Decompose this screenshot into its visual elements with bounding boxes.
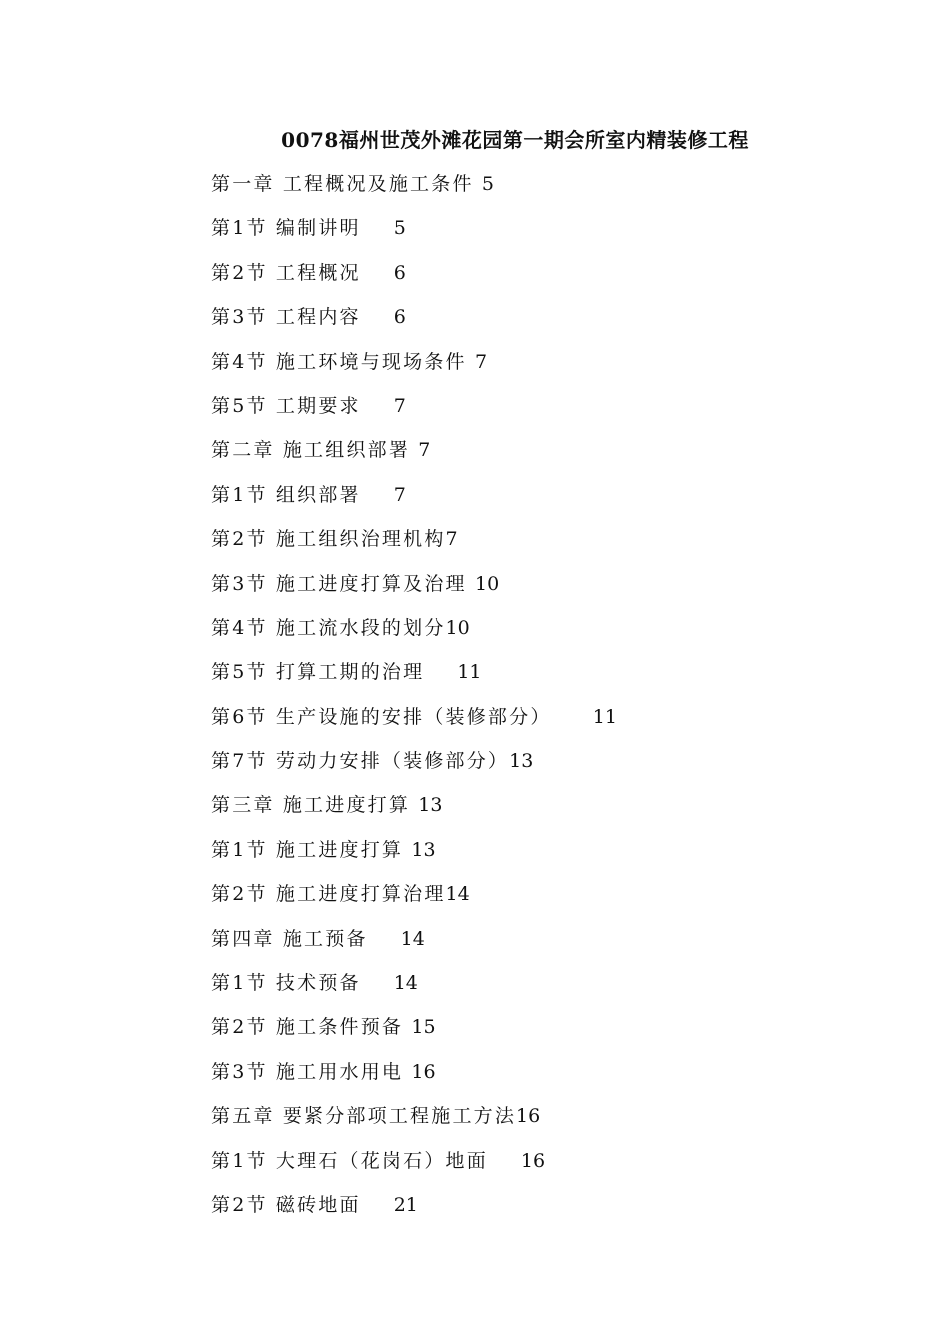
toc-entry-label: 第5节 工期要求 [211, 394, 361, 417]
toc-entry-label: 第五章 要紧分部项工程施工方法 [211, 1105, 517, 1128]
toc-entry-page-number: 6 [393, 261, 406, 284]
toc-entry[interactable] [211, 699, 811, 743]
toc-entry-label: 第1节 编制讲明 [211, 217, 361, 240]
toc-entry-label: 第1节 大理石（花岗石）地面 [211, 1149, 488, 1172]
toc-entry-label: 第四章 施工预备 [211, 927, 368, 950]
toc-entry-page-number: 13 [418, 794, 443, 817]
toc-entry-page-number: 16 [520, 1149, 546, 1172]
toc-entry-page-number: 16 [411, 1060, 436, 1083]
toc-entry-label: 第4节 施工流水段的划分 [211, 616, 446, 639]
toc-entry-label: 第1节 施工进度打算 [211, 838, 404, 861]
toc-entry-leader [361, 395, 394, 417]
toc-entry[interactable] [211, 344, 811, 388]
toc-entry-leader [488, 1150, 521, 1172]
toc-entry-page-number: 11 [592, 705, 617, 728]
toc-entry-page-number: 7 [418, 439, 431, 462]
toc-entry-page-number: 14 [445, 883, 470, 906]
toc-entry-page-number: 10 [445, 616, 470, 639]
toc-entry-page-number: 5 [393, 217, 406, 240]
toc-entry-label: 第2节 施工条件预备 [211, 1016, 404, 1039]
toc-entry-label: 第一章 工程概况及施工条件 [211, 173, 474, 195]
toc-entry[interactable] [211, 299, 811, 343]
toc-entry[interactable] [211, 477, 811, 521]
toc-entry-page-number: 16 [516, 1105, 541, 1128]
toc-entry-leader [361, 262, 394, 284]
toc-entry-page-number: 14 [393, 972, 418, 995]
toc-entry-page-number: 5 [481, 173, 494, 195]
toc-entry-page-number: 7 [445, 528, 458, 551]
toc-entry[interactable] [211, 388, 811, 432]
toc-entry-label: 第7节 劳动力安排（装修部分） [211, 750, 510, 773]
toc-entry[interactable] [211, 1187, 811, 1231]
toc-entry-label: 第三章 施工进度打算 [211, 794, 411, 817]
toc-entry-leader [368, 928, 401, 950]
toc-entry-label: 第3节 施工进度打算及治理 [211, 572, 467, 595]
toc-entry[interactable] [211, 1009, 811, 1053]
toc-entry-label: 第二章 施工组织部署 [211, 439, 411, 462]
toc-entry-leader [361, 1194, 394, 1216]
toc-entry-page-number: 14 [400, 927, 425, 950]
toc-entry[interactable] [211, 832, 811, 876]
toc-entry-label: 第5节 打算工期的治理 [211, 661, 425, 684]
toc-entry[interactable] [211, 1054, 811, 1098]
table-of-contents [211, 166, 811, 1231]
toc-entry[interactable] [211, 210, 811, 254]
toc-entry[interactable] [211, 1098, 811, 1142]
toc-entry-label: 第1节 技术预备 [211, 972, 361, 995]
toc-entry-label: 第3节 施工用水用电 [211, 1060, 404, 1083]
toc-entry[interactable] [211, 965, 811, 1009]
toc-entry-label: 第4节 施工环境与现场条件 [211, 350, 467, 373]
toc-entry-label: 第6节 生产设施的安排（装修部分） [211, 705, 552, 728]
toc-entry-label: 第2节 工程概况 [211, 261, 361, 284]
toc-entry[interactable] [211, 432, 811, 476]
toc-entry-page-number: 13 [509, 750, 534, 773]
toc-entry-page-number: 11 [457, 661, 482, 684]
toc-entry[interactable] [211, 255, 811, 299]
toc-entry-leader [467, 573, 475, 595]
toc-entry-leader [361, 972, 394, 994]
toc-entry-leader [474, 173, 482, 195]
toc-entry-page-number: 10 [474, 572, 500, 595]
toc-entry[interactable] [211, 521, 811, 565]
toc-entry-page-number: 13 [411, 838, 436, 861]
toc-entry-page-number: 7 [393, 483, 406, 506]
toc-entry-page-number: 7 [474, 350, 488, 373]
toc-entry-page-number: 21 [393, 1193, 418, 1216]
toc-entry-leader [361, 217, 394, 239]
toc-entry-leader [361, 306, 394, 328]
toc-entry[interactable] [211, 566, 811, 610]
toc-entry[interactable] [211, 921, 811, 965]
toc-entry[interactable] [211, 743, 811, 787]
toc-entry-leader [552, 706, 593, 728]
toc-entry-leader [467, 351, 475, 373]
toc-entry[interactable] [211, 610, 811, 654]
toc-entry[interactable] [211, 1143, 811, 1187]
toc-entry-label: 第1节 组织部署 [211, 483, 361, 506]
toc-entry-label: 第2节 施工组织治理机构 [211, 528, 446, 551]
toc-entry-leader [424, 661, 457, 683]
toc-entry-page-number: 6 [393, 306, 406, 329]
toc-entry-leader [361, 484, 394, 506]
toc-entry-page-number: 7 [393, 394, 406, 417]
toc-entry-label: 第2节 施工进度打算治理 [211, 883, 446, 906]
toc-entry[interactable] [211, 166, 811, 210]
toc-entry-label: 第3节 工程内容 [211, 306, 361, 329]
toc-entry[interactable] [211, 654, 811, 698]
document-title: 0078福州世茂外滩花园第一期会所室内精装修工程 [281, 128, 749, 152]
toc-entry-label: 第2节 磁砖地面 [211, 1193, 361, 1216]
toc-entry[interactable] [211, 876, 811, 920]
toc-entry-page-number: 15 [411, 1016, 436, 1039]
toc-entry[interactable] [211, 787, 811, 831]
